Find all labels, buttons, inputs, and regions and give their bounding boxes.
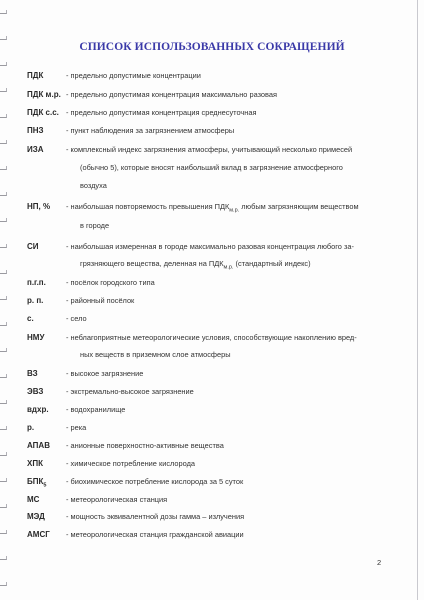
binding-hole — [0, 426, 7, 430]
definition-line: - метеорологическая станция гражданской авиации — [66, 530, 244, 539]
binding-hole — [0, 504, 7, 508]
binding-hole — [0, 400, 7, 404]
binding-hole — [0, 556, 7, 560]
abbreviation: МС — [27, 495, 40, 504]
binding-hole — [0, 478, 7, 482]
definition-line: - высокое загрязнение — [66, 369, 144, 378]
abbreviation: НМУ — [27, 333, 45, 342]
definition-line: - предельно допустимая концентрация максимально разовая — [66, 90, 277, 99]
abbreviation: НП, % — [27, 202, 51, 211]
definition-line: - наибольшая измеренная в городе максимально разовая концентрация любого за- — [66, 242, 354, 251]
binding-hole — [0, 10, 7, 14]
definition-line: - наибольшая повторяемость превышения $ПДК_{м.р.}$ любым загрязняющим веществом — [66, 202, 359, 214]
definition-line: - предельно допустимые концентрации — [66, 71, 201, 80]
abbreviation: ХПК — [27, 459, 43, 468]
binding-hole — [0, 296, 7, 300]
definition-line: - районный посёлок — [66, 296, 135, 305]
definition-line: грязняющего вещества, деленная на $ПДК_{м.р.}$ (стандартный индекс) — [80, 259, 311, 271]
definition-line: - химическое потребление кислорода — [66, 459, 196, 468]
binding-holes — [0, 0, 9, 600]
definition-line: - неблагоприятные метеорологические условия, способствующие накоплению вред- — [66, 333, 357, 342]
binding-hole — [0, 114, 7, 118]
page-title: СПИСОК ИСПОЛЬЗОВАННЫХ СОКРАЩЕНИЙ — [79, 41, 345, 53]
binding-hole — [0, 582, 7, 586]
definition-line: - пункт наблюдения за загрязнением атмосферы — [66, 126, 235, 135]
binding-hole — [0, 218, 7, 222]
abbreviation: ПДК — [27, 71, 44, 80]
abbreviation: ПНЗ — [27, 126, 44, 135]
binding-hole — [0, 166, 7, 170]
definition-line: воздуха — [80, 181, 107, 190]
abbreviation: МЭД — [27, 512, 45, 521]
page-edge — [417, 0, 418, 600]
binding-hole — [0, 530, 7, 534]
abbreviation: с. — [27, 314, 34, 323]
page-number: 2 — [377, 558, 382, 567]
binding-hole — [0, 36, 7, 40]
abbreviation: вдхр. — [27, 405, 49, 414]
abbreviation: $БПК_5$ — [27, 477, 47, 489]
abbreviation: ВЗ — [27, 369, 38, 378]
abbreviation: ПДК с.с. — [27, 108, 59, 117]
binding-hole — [0, 192, 7, 196]
binding-hole — [0, 270, 7, 274]
abbreviation: АПАВ — [27, 441, 50, 450]
binding-hole — [0, 62, 7, 66]
abbreviation: р. — [27, 423, 35, 432]
definition-line: - биохимическое потребление кислорода за 5 суток — [66, 477, 244, 486]
binding-hole — [0, 374, 7, 378]
definition-line: (обычно 5), которые вносят наибольший вклад в загрязнение атмосферного — [80, 163, 343, 172]
abbreviation: СИ — [27, 242, 39, 251]
definition-line: - село — [66, 314, 87, 323]
definition-line: - анионные поверхностно-активные вещества — [66, 441, 224, 450]
definition-line: ных веществ в приземном слое атмосферы — [80, 350, 231, 359]
binding-hole — [0, 452, 7, 456]
abbreviation: ИЗА — [27, 145, 44, 154]
abbreviation: АМСГ — [27, 530, 50, 539]
abbreviation: п.г.п. — [27, 278, 46, 287]
definition-line: - мощность эквивалентной дозы гамма – излучения — [66, 512, 245, 521]
definition-line: - метеорологическая станция — [66, 495, 168, 504]
abbreviation: ЭВЗ — [27, 387, 44, 396]
definition-line: в городе — [80, 221, 110, 230]
binding-hole — [0, 322, 7, 326]
abbreviation: р. п. — [27, 296, 44, 305]
definition-line: - комплексный индекс загрязнения атмосферы, учитывающий несколько примесей — [66, 145, 353, 154]
definition-line: - река — [66, 423, 87, 432]
definition-line: - предельно допустимая концентрация среднесуточная — [66, 108, 257, 117]
definition-line: - водохранилище — [66, 405, 126, 414]
binding-hole — [0, 244, 7, 248]
binding-hole — [0, 140, 7, 144]
binding-hole — [0, 88, 7, 92]
abbreviation: ПДК м.р. — [27, 90, 61, 99]
definition-line: - экстремально-высокое загрязнение — [66, 387, 194, 396]
definition-line: - посёлок городского типа — [66, 278, 155, 287]
binding-hole — [0, 348, 7, 352]
